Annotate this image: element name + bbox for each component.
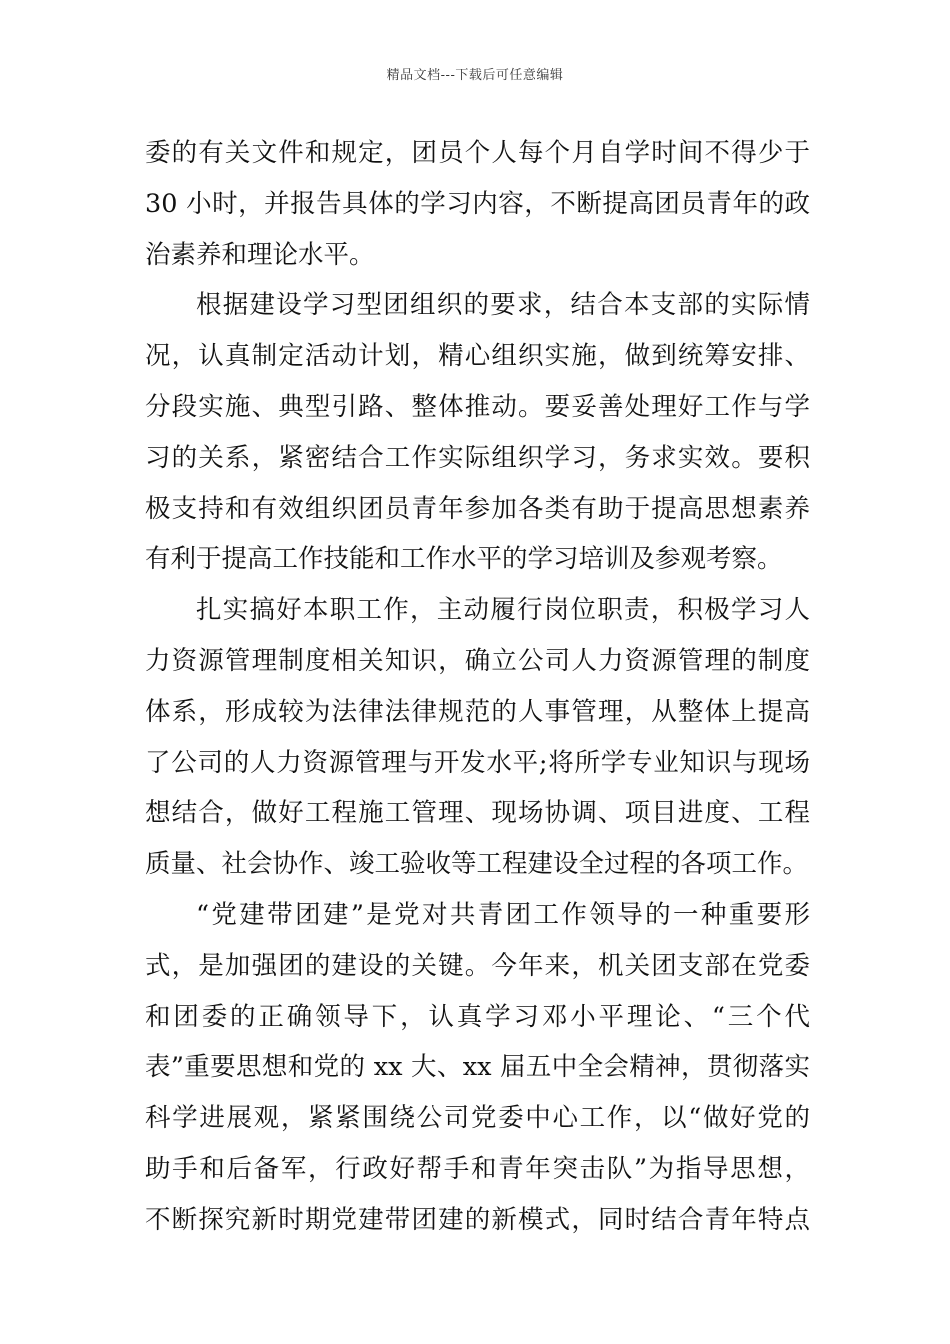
text-line: 质量、社会协作、竣工验收等工程建设全过程的各项工作。	[145, 849, 809, 880]
text-line: 分段实施、典型引路、整体推动。要妥善处理好工作与学	[145, 391, 810, 422]
text-line: 表”重要思想和党的 xx 大、xx 届五中全会精神，贯彻落实	[145, 1052, 810, 1083]
paragraph	[145, 280, 810, 585]
paragraph	[145, 890, 810, 1246]
text-line: 习的关系，紧密结合工作实际组织学习，务求实效。要积	[145, 442, 810, 473]
text-line: “党建带团建”是党对共青团工作领导的一种重要形	[196, 899, 810, 930]
text-line: 助手和后备军，行政好帮手和青年突击队”为指导思想，	[145, 1153, 810, 1184]
text-line: 有利于提高工作技能和工作水平的学习培训及参观考察。	[145, 544, 783, 575]
text-line: 扎实搞好本职工作，主动履行岗位职责，积极学习人	[196, 595, 810, 626]
text-line: 科学进展观，紧紧围绕公司党委中心工作，以“做好党的	[145, 1103, 810, 1134]
text-line: 30 小时，并报告具体的学习内容，不断提高团员青年的政	[145, 188, 810, 219]
page-header: 精品文档---下载后可任意编辑	[386, 68, 564, 83]
paragraph	[145, 128, 810, 280]
text-line: 治素养和理论水平。	[145, 239, 375, 270]
text-line: 根据建设学习型团组织的要求，结合本支部的实际情	[196, 290, 810, 321]
text-line: 况，认真制定活动计划，精心组织实施，做到统筹安排、	[145, 341, 810, 372]
text-line: 极支持和有效组织团员青年参加各类有助于提高思想素养	[145, 493, 810, 524]
text-line: 了公司的人力资源管理与开发水平;将所学专业知识与现场	[145, 747, 810, 778]
text-line: 式，是加强团的建设的关键。今年来，机关团支部在党委	[145, 950, 810, 981]
text-line: 委的有关文件和规定，团员个人每个月自学时间不得少于	[145, 138, 810, 168]
paragraph	[145, 585, 810, 890]
text-line: 力资源管理制度相关知识，确立公司人力资源管理的制度	[145, 645, 810, 676]
text-line: 不断探究新时期党建带团建的新模式，同时结合青年特点	[145, 1204, 810, 1235]
text-line: 想结合，做好工程施工管理、现场协调、项目进度、工程	[145, 798, 810, 829]
document-body	[145, 128, 810, 1246]
text-line: 和团委的正确领导下，认真学习邓小平理论、“三个代	[145, 1001, 810, 1032]
text-line: 体系，形成较为法律法律规范的人事管理，从整体上提高	[145, 696, 810, 727]
